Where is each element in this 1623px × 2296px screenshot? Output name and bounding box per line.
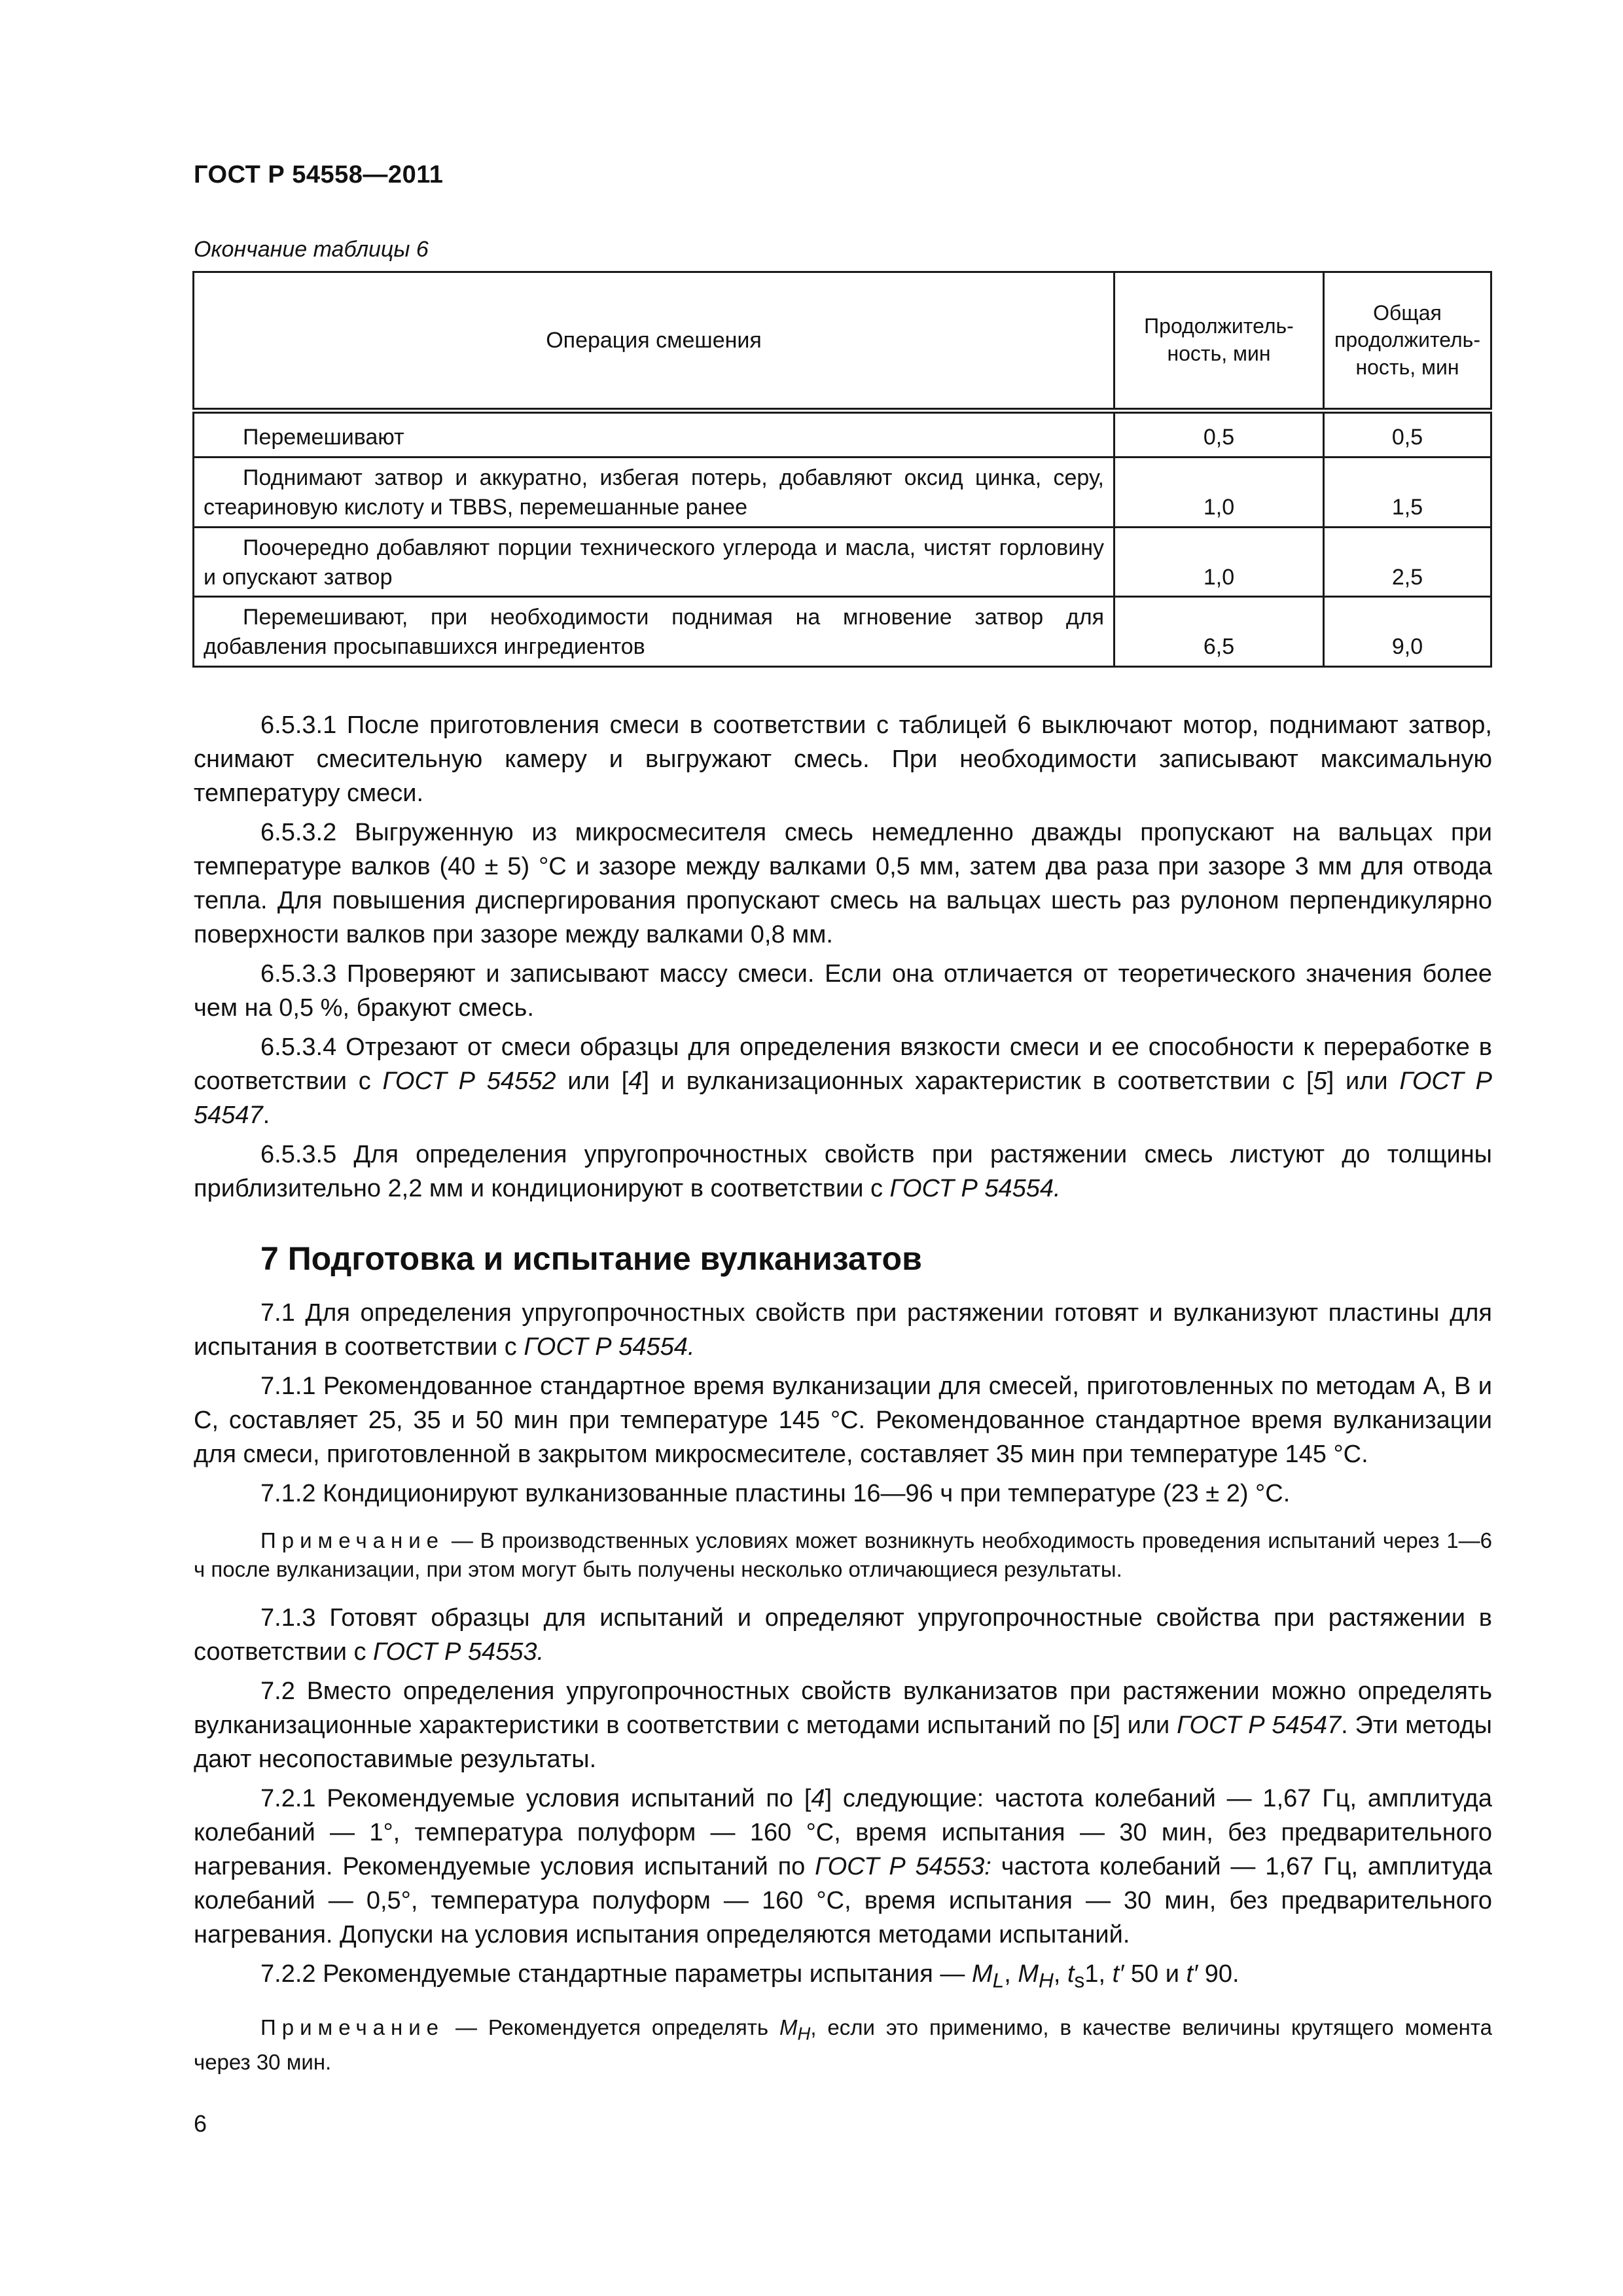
col-header-operation: Операция смешения	[194, 272, 1115, 411]
page-number: 6	[194, 2110, 207, 2137]
text: 7.1 Для определения упругопрочностных свойств при растяжении готовят и вулканизуют пластины для испытания в соответствии с	[194, 1299, 1492, 1361]
cell-operation: Поднимают затвор и аккуратно, избегая потерь, добавляют оксид цинка, серу, стеариновую кислоту и TBBS, перемешанные ранее	[194, 457, 1115, 527]
text: 90.	[1198, 1960, 1240, 1988]
text: ] или	[1113, 1712, 1177, 1739]
symbol-mh: M	[779, 2015, 798, 2039]
note-text: — Рекомендуется определять	[444, 2015, 779, 2039]
note-text: — В производственных условиях может возникнуть необходимость проведения испытаний через 1—6 ч после вулканизации, при этом могут быть получены несколько отличающиеся результаты.	[194, 1528, 1492, 1581]
cell-duration: 6,5	[1115, 597, 1324, 667]
cell-duration: 0,5	[1115, 411, 1324, 457]
cell-total: 1,5	[1324, 457, 1491, 527]
paragraph-6-5-3-1: 6.5.3.1 После приготовления смеси в соответствии с таблицей 6 выключают мотор, поднимают затвор, снимают смесительную камеру и выгружают смесь. При необходимости записывают максимальную температуру смеси.	[194, 711, 1492, 807]
standard-reference: ГОСТ Р 54547	[194, 1067, 1492, 1129]
table-caption: Окончание таблицы 6	[194, 237, 429, 262]
standard-reference: ГОСТ Р 54553:	[815, 1853, 991, 1880]
text: ,	[1053, 1960, 1067, 1988]
paragraph-6-5-3-4	[194, 1030, 1492, 1132]
standard-reference: ГОСТ Р 54547	[1177, 1712, 1342, 1739]
paragraph-7-2-2	[194, 1957, 1492, 1998]
note-1	[194, 1526, 1492, 1584]
subscript-h: H	[1038, 1968, 1054, 1992]
paragraph-7-1	[194, 1296, 1492, 1364]
standard-reference: ГОСТ Р 54554.	[524, 1333, 695, 1361]
cell-duration: 1,0	[1115, 527, 1324, 597]
paragraph-7-2-1	[194, 1782, 1492, 1952]
text: 6.5.3.5 Для определения упругопрочностных свойств при растяжении смесь листуют до толщины приблизительно 2,2 мм и кондиционируют в соответствии с	[194, 1141, 1492, 1202]
paragraph-7-2	[194, 1674, 1492, 1776]
paragraph-7-1-1: 7.1.1 Рекомендованное стандартное время вулканизации для смесей, приготовленных по методам А, В и С, составляет 25, 35 и 50 мин при температуре 145 °С. Рекомендованное стандартное время вулканизации для смеси, приготовленной в закрытом микросмесителе, составляет 35 мин при температуре 145 °С.	[194, 1372, 1492, 1468]
subscript-h: H	[797, 2023, 811, 2044]
symbol-t50: t′	[1112, 1960, 1124, 1988]
cell-duration: 1,0	[1115, 457, 1324, 527]
text: 7.2.2 Рекомендуемые стандартные параметры испытания —	[260, 1960, 972, 1988]
table-header-row	[194, 272, 1491, 411]
note-2	[194, 2013, 1492, 2077]
cell-total: 2,5	[1324, 527, 1491, 597]
paragraph-6-5-3-5	[194, 1138, 1492, 1206]
bibliography-reference: 5	[1313, 1067, 1327, 1095]
note-label: Примечание	[260, 2015, 445, 2039]
cell-total: 0,5	[1324, 411, 1491, 457]
table-row	[194, 457, 1491, 527]
subscript-s: s	[1074, 1968, 1085, 1992]
note-label: Примечание	[260, 1528, 445, 1552]
text: 1,	[1084, 1960, 1113, 1988]
symbol-ts: t	[1067, 1960, 1075, 1988]
paragraph-7-1-2: 7.1.2 Кондиционируют вулканизованные пластины 16—96 ч при температуре (23 ± 2) °С.	[260, 1480, 1291, 1507]
mixing-table	[192, 271, 1492, 668]
text: или [	[556, 1067, 629, 1095]
cell-operation: Поочередно добавляют порции технического углерода и масла, чистят горловину и опускают затвор	[194, 527, 1115, 597]
table-row	[194, 597, 1491, 667]
text: 6.5.3.4 Отрезают от смеси образцы для определения вязкости смеси и ее способности к переработке в соответствии с	[194, 1033, 1492, 1095]
symbol-ml: M	[971, 1960, 993, 1988]
text: ] следующие: частота колебаний — 1,67 Гц, амплитуда колебаний — 1°, температура полуформ — 160 °С, время испытания — 30 мин, без предварительного нагревания. Рекомендуемые условия испытаний по	[194, 1785, 1492, 1880]
standard-reference: ГОСТ Р 54553.	[373, 1638, 544, 1666]
text: ,	[1004, 1960, 1018, 1988]
bibliography-reference: 4	[811, 1785, 825, 1812]
note-text: , если это применимо, в качестве величины крутящего момента через 30 мин.	[194, 2015, 1493, 2075]
text: 7.2.1 Рекомендуемые условия испытаний по [	[260, 1785, 812, 1812]
text: . Эти методы дают несопоставимые результаты.	[194, 1712, 1492, 1773]
standard-reference: ГОСТ Р 54552	[382, 1067, 556, 1095]
text: 7.1.3 Готовят образцы для испытаний и определяют упругопрочностные свойства при растяжении в соответствии с	[194, 1604, 1492, 1666]
paragraph-6-5-3-2: 6.5.3.2 Выгруженную из микросмесителя смесь немедленно дважды пропускают на вальцах при температуре валков (40 ± 5) °С и зазоре между валками 0,5 мм, затем два раза при зазоре 3 мм для отвода тепла. Для повышения диспергирования пропускают смесь на вальцах шесть раз рулоном перпендикулярно поверхности валков при зазоре между валками 0,8 мм.	[194, 819, 1492, 948]
symbol-mh: M	[1018, 1960, 1039, 1988]
cell-operation: Перемешивают, при необходимости поднимая на мгновение затвор для добавления просыпавшихся ингредиентов	[194, 597, 1115, 667]
text: частота колебаний — 1,67 Гц, амплитуда колебаний — 0,5°, температура полуформ — 160 °С, время испытания — 30 мин, без предварительного нагревания. Допуски на условия испытания определяются методами испытаний.	[194, 1853, 1492, 1948]
section-7-heading: 7 Подготовка и испытание вулканизатов	[260, 1240, 922, 1277]
text: 7.2 Вместо определения упругопрочностных свойств вулканизатов при растяжении можно определять вулканизационные характеристики в соответствии с методами испытаний по [	[194, 1677, 1492, 1739]
standard-reference: ГОСТ Р 54554.	[889, 1175, 1061, 1202]
col-header-total: Общая продолжитель-ность, мин	[1324, 272, 1491, 411]
document-header: ГОСТ Р 54558—2011	[194, 161, 444, 188]
bibliography-reference: 5	[1099, 1712, 1114, 1739]
col-header-duration: Продолжитель-ность, мин	[1115, 272, 1324, 411]
bibliography-reference: 4	[628, 1067, 643, 1095]
text: 50 и	[1124, 1960, 1186, 1988]
text: .	[262, 1102, 270, 1129]
cell-total: 9,0	[1324, 597, 1491, 667]
subscript-l: L	[992, 1968, 1005, 1992]
paragraph-7-1-3	[194, 1601, 1492, 1669]
table-row	[194, 411, 1491, 457]
paragraph-6-5-3-3: 6.5.3.3 Проверяют и записывают массу смеси. Если она отличается от теоретического значения более чем на 0,5 %, бракуют смесь.	[194, 960, 1492, 1022]
text: ] и вулканизационных характеристик в соответствии с [	[642, 1067, 1313, 1095]
table-row	[194, 527, 1491, 597]
document-body	[194, 708, 1492, 2094]
cell-operation: Перемешивают	[194, 411, 1115, 457]
symbol-t90: t′	[1186, 1960, 1198, 1988]
text: ] или	[1327, 1067, 1400, 1095]
